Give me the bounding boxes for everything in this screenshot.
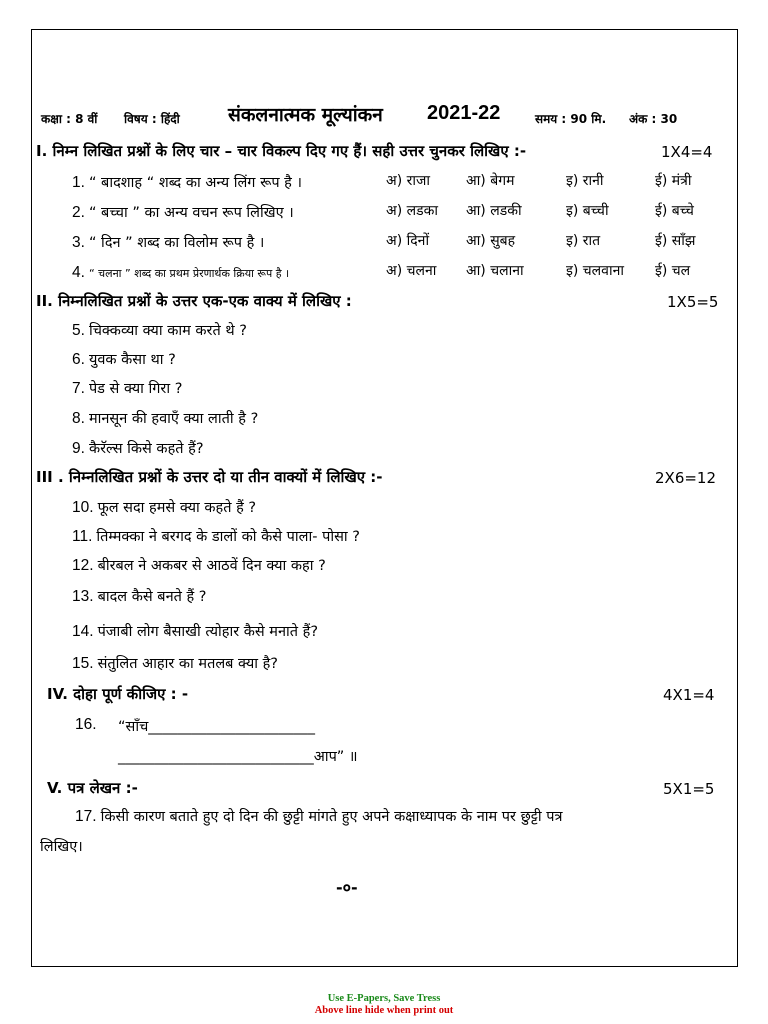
section5-title: V. पत्र लेखन :-: [47, 779, 138, 797]
section5-marks: 5X1=5: [663, 780, 715, 798]
question-3-option-1: अ) दिनों: [386, 233, 430, 249]
question-4-option-3: इ) चलवाना: [566, 263, 624, 279]
question-1-option-1: अ) राजा: [386, 173, 430, 189]
question-11-text: 11. तिम्मक्का ने बरगद के डालों को कैसे पाला- पोसा ?: [72, 528, 360, 545]
question-4-option-2: आ) चलाना: [466, 263, 524, 279]
question-17-line-1: 17. किसी कारण बताते हुए दो दिन की छुट्टी मांगते हुए अपने कक्षाध्यापक के नाम पर छुट्टी पत्र: [75, 808, 563, 825]
doha-line-2: ___________________________आप” ॥: [118, 749, 358, 765]
section3-marks: 2X6=12: [655, 469, 717, 487]
question-6-text: 6. युवक कैसा था ?: [72, 351, 176, 368]
doha-line-1: “साँच_______________________: [118, 719, 316, 735]
exam-year: 2021-22: [427, 102, 501, 124]
question-13-text: 13. बादल कैसे बनते हैं ?: [72, 588, 207, 605]
question-2-option-4: ई) बच्चे: [655, 203, 694, 219]
question-4-option-4: ई) चल: [655, 263, 691, 279]
question-2-option-3: इ) बच्ची: [566, 203, 609, 219]
question-1-option-4: ई) मंत्री: [655, 173, 692, 189]
question-2-text: 2. “ बच्चा ” का अन्य वचन रूप लिखिए ।: [72, 204, 294, 221]
section4-title: IV. दोहा पूर्ण कीजिए : -: [47, 685, 189, 703]
question-15-text: 15. संतुलित आहार का मतलब क्या है?: [72, 655, 278, 672]
question-3-option-2: आ) सुबह: [466, 233, 516, 249]
section1-title: I. निम्न लिखित प्रश्नों के लिए चार – चार विकल्प दिए गए हैं। सही उत्तर चुनकर लिखिए :-: [36, 142, 527, 160]
question-17-line-2: लिखिए।: [40, 839, 83, 855]
exam-title: संकलनात्मक मूल्यांकन: [228, 104, 383, 126]
class-label: कक्षा : 8 वीं: [41, 112, 98, 126]
question-16-number: 16.: [75, 716, 97, 733]
question-3-option-4: ई) साँझ: [655, 233, 696, 249]
question-1-text: 1. “ बादशाह “ शब्द का अन्य लिंग रूप है ।: [72, 174, 302, 191]
section2-title: II. निम्नलिखित प्रश्नों के उत्तर एक-एक वाक्य में लिखिए :: [36, 292, 352, 310]
section4-marks: 4X1=4: [663, 686, 715, 704]
time-label: समय : 90 मि.: [535, 112, 607, 126]
question-4-text: 4. “ चलना ” शब्द का प्रथम प्रेरणार्थक क्रिया रूप है ।: [72, 264, 290, 281]
question-2-option-1: अ) लडका: [386, 203, 438, 219]
question-7-text: 7. पेड से क्या गिरा ?: [72, 380, 183, 397]
section2-marks: 1X5=5: [667, 293, 719, 311]
question-1-option-3: इ) रानी: [566, 173, 604, 189]
subject-label: विषय : हिंदी: [124, 112, 180, 126]
page-marker: -०-: [336, 878, 358, 897]
question-12-text: 12. बीरबल ने अकबर से आठवें दिन क्या कहा ?: [72, 557, 326, 574]
question-3-text: 3. “ दिन ” शब्द का विलोम रूप है ।: [72, 234, 265, 251]
question-2-option-2: आ) लडकी: [466, 203, 522, 219]
question-1-option-2: आ) बेगम: [466, 173, 515, 189]
question-5-text: 5. चिक्कव्या क्या काम करते थे ?: [72, 322, 247, 339]
footer-line-1: Use E-Papers, Save Tress: [327, 993, 441, 1004]
question-9-text: 9. कैरॅल्स किसे कहते हैं?: [72, 440, 204, 457]
question-8-text: 8. मानसून की हवाएँ क्या लाती है ?: [72, 410, 259, 427]
footer-line-2: Above line hide when print out: [314, 1005, 454, 1016]
marks-label: अंक : 30: [629, 112, 678, 126]
question-4-option-1: अ) चलना: [386, 263, 437, 279]
question-3-option-3: इ) रात: [566, 233, 601, 249]
section1-marks: 1X4=4: [661, 143, 713, 161]
question-10-text: 10. फूल सदा हमसे क्या कहते हैं ?: [72, 499, 257, 516]
section3-title: III . निम्नलिखित प्रश्नों के उत्तर दो या तीन वाक्यों में लिखिए :-: [36, 468, 383, 486]
question-14-text: 14. पंजाबी लोग बैसाखी त्योहार कैसे मनाते हैं?: [72, 623, 319, 640]
